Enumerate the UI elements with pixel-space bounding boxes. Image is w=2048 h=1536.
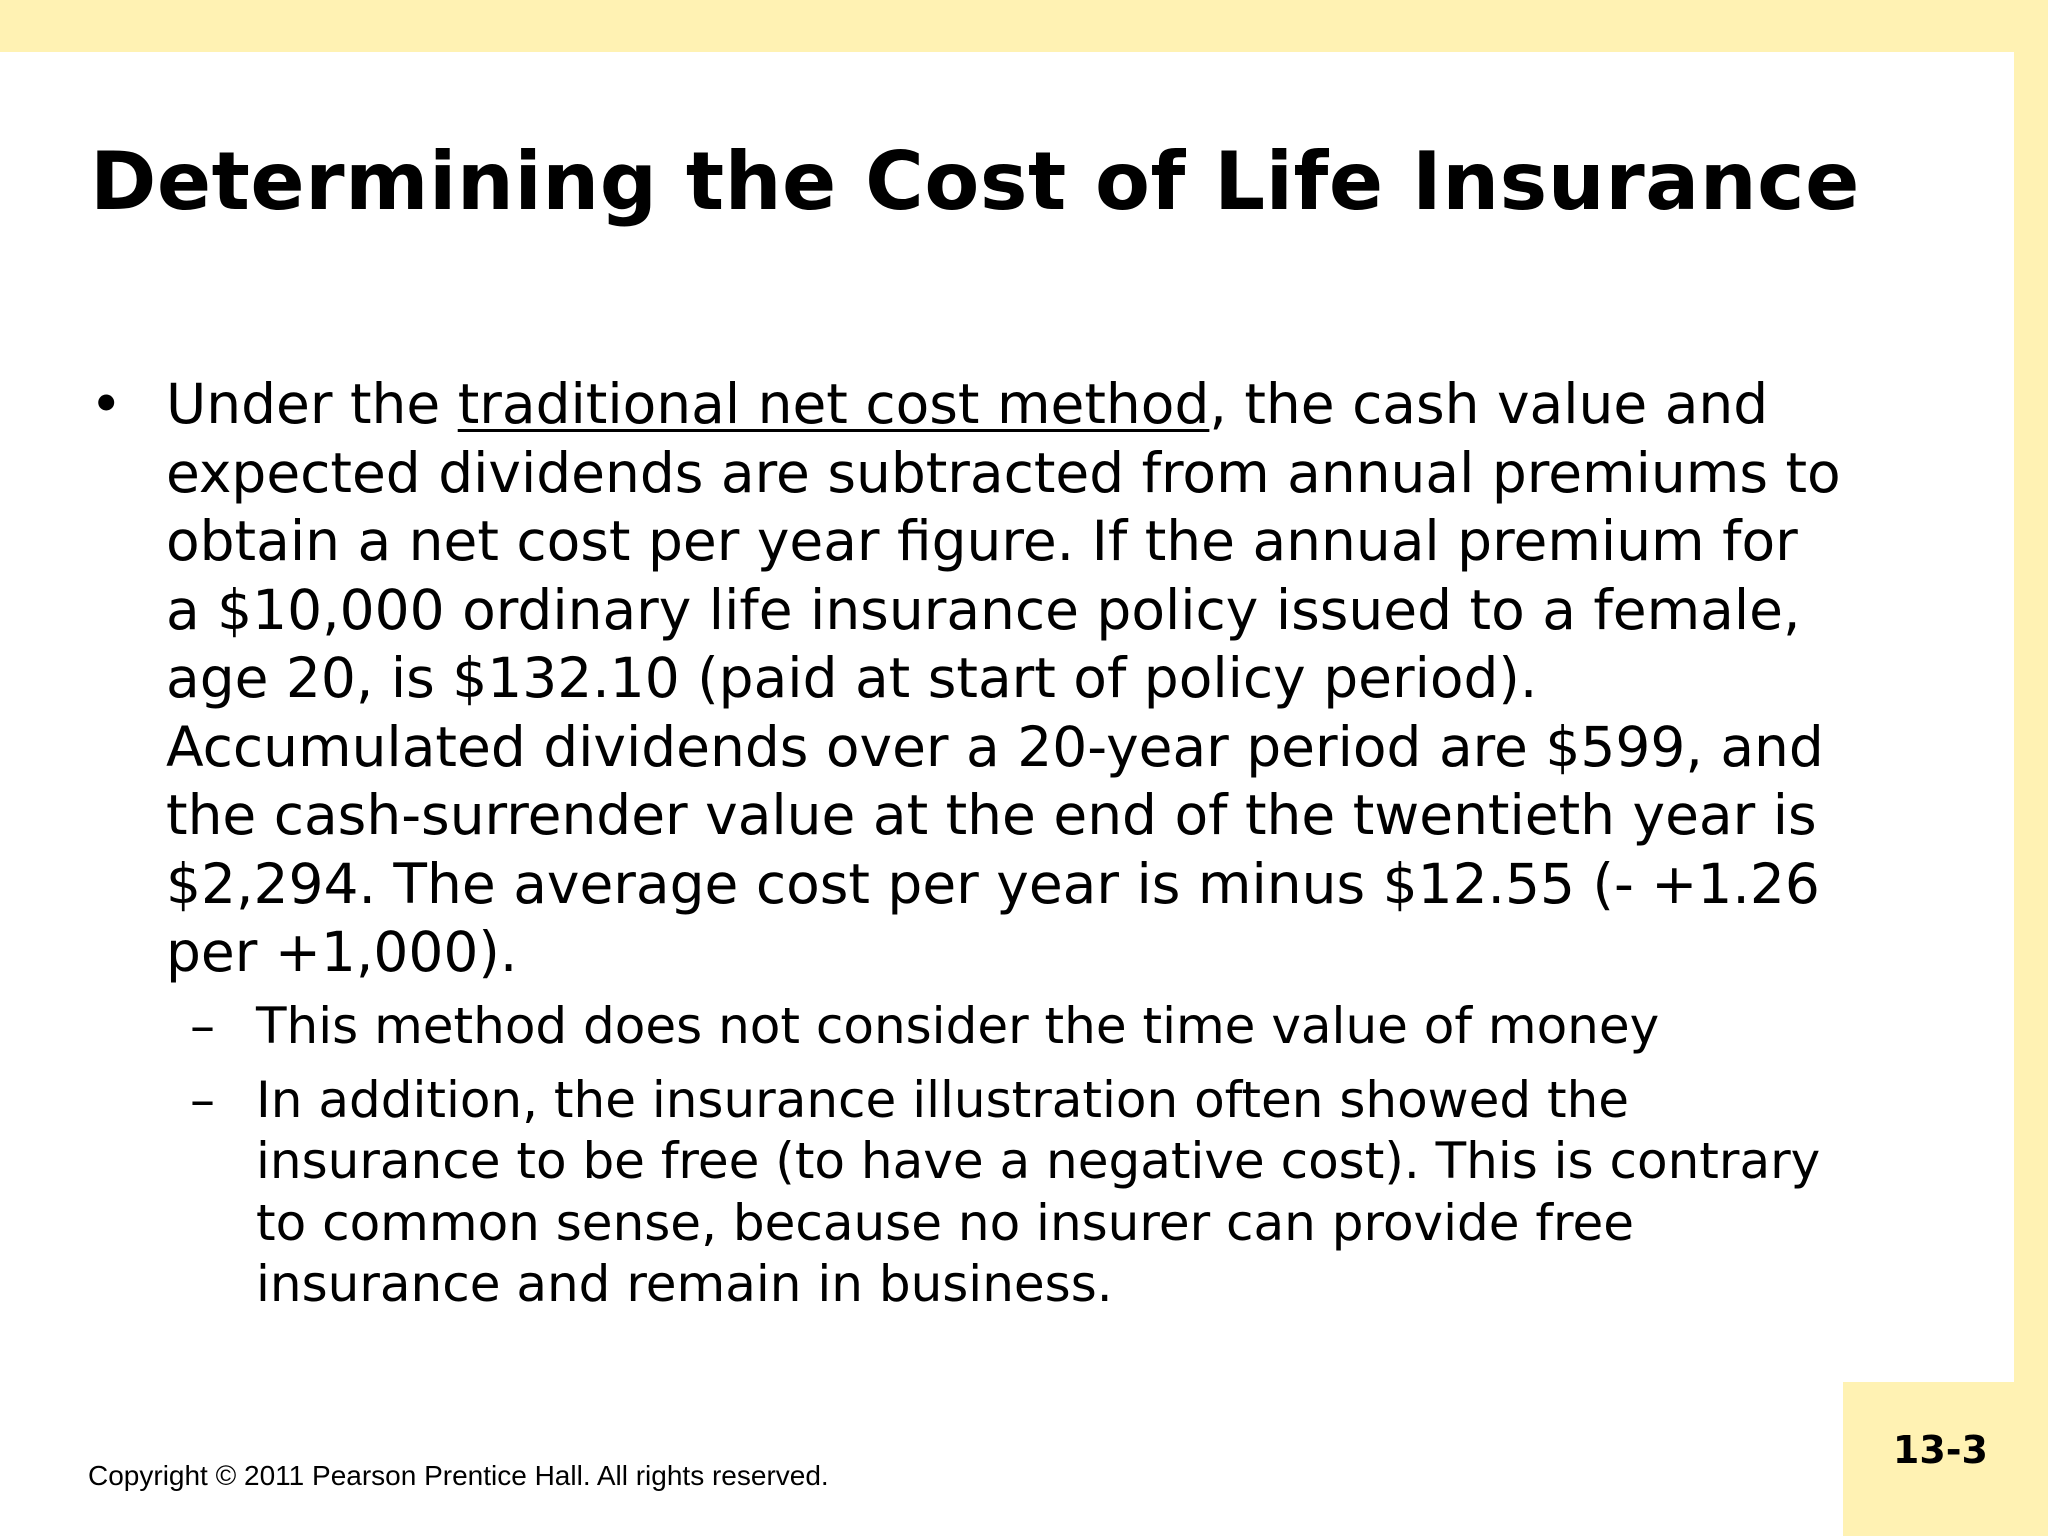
dash-icon: –	[190, 1070, 215, 1129]
bullet-line: obtain a net cost per year figure. If the annual premium for	[166, 509, 1798, 573]
main-bullet-block	[90, 370, 1950, 987]
bullet-line: the cash-surrender value at the end of the twentieth year is	[166, 783, 1817, 847]
sub-bullet-line: This method does not consider the time value of money	[256, 997, 1660, 1055]
dash-icon: –	[190, 997, 215, 1055]
sub-bullet-list	[190, 996, 1970, 1328]
copyright-notice: Copyright © 2011 Pearson Prentice Hall. All rights reserved.	[88, 1460, 829, 1491]
bullet-line: age 20, is $132.10 (paid at start of policy period).	[166, 646, 1538, 710]
bullet-line: per +1,000).	[166, 920, 518, 984]
main-bullet	[90, 370, 1950, 987]
underlined-term: traditional net cost method	[457, 372, 1210, 436]
sub-bullet-line: In addition, the insurance illustration often showed the	[256, 1070, 1630, 1129]
sub-bullet-time-value	[190, 996, 1970, 1058]
bullet-line: $2,294. The average cost per year is minus $12.55 (- +1.26	[166, 851, 1820, 916]
slide-title: Determining the Cost of Life Insurance	[90, 135, 1860, 228]
bullet-line: a $10,000 ordinary life insurance policy issued to a female,	[166, 577, 1801, 642]
bullet-line: Accumulated dividends over a 20-year period are $599, and	[166, 714, 1824, 779]
bullet-line	[166, 370, 1950, 439]
sub-bullet-line: insurance to be free (to have a negative cost). This is contrary	[256, 1132, 1821, 1190]
bullet-line-text: , the cash value and	[1209, 372, 1769, 436]
bullet-line-text: Under the	[166, 372, 458, 436]
bullet-line: expected dividends are subtracted from annual premiums to	[166, 440, 1841, 505]
page-number: 13-3	[1892, 1428, 1988, 1472]
sub-bullet-line: insurance and remain in business.	[256, 1255, 1113, 1313]
bullet-dot-icon: •	[90, 372, 123, 436]
top-accent-band	[0, 0, 2048, 52]
sub-bullet-negative-cost	[190, 1070, 1970, 1316]
sub-bullet-line: to common sense, because no insurer can provide free	[256, 1193, 1635, 1252]
right-accent-band	[2014, 0, 2048, 1536]
